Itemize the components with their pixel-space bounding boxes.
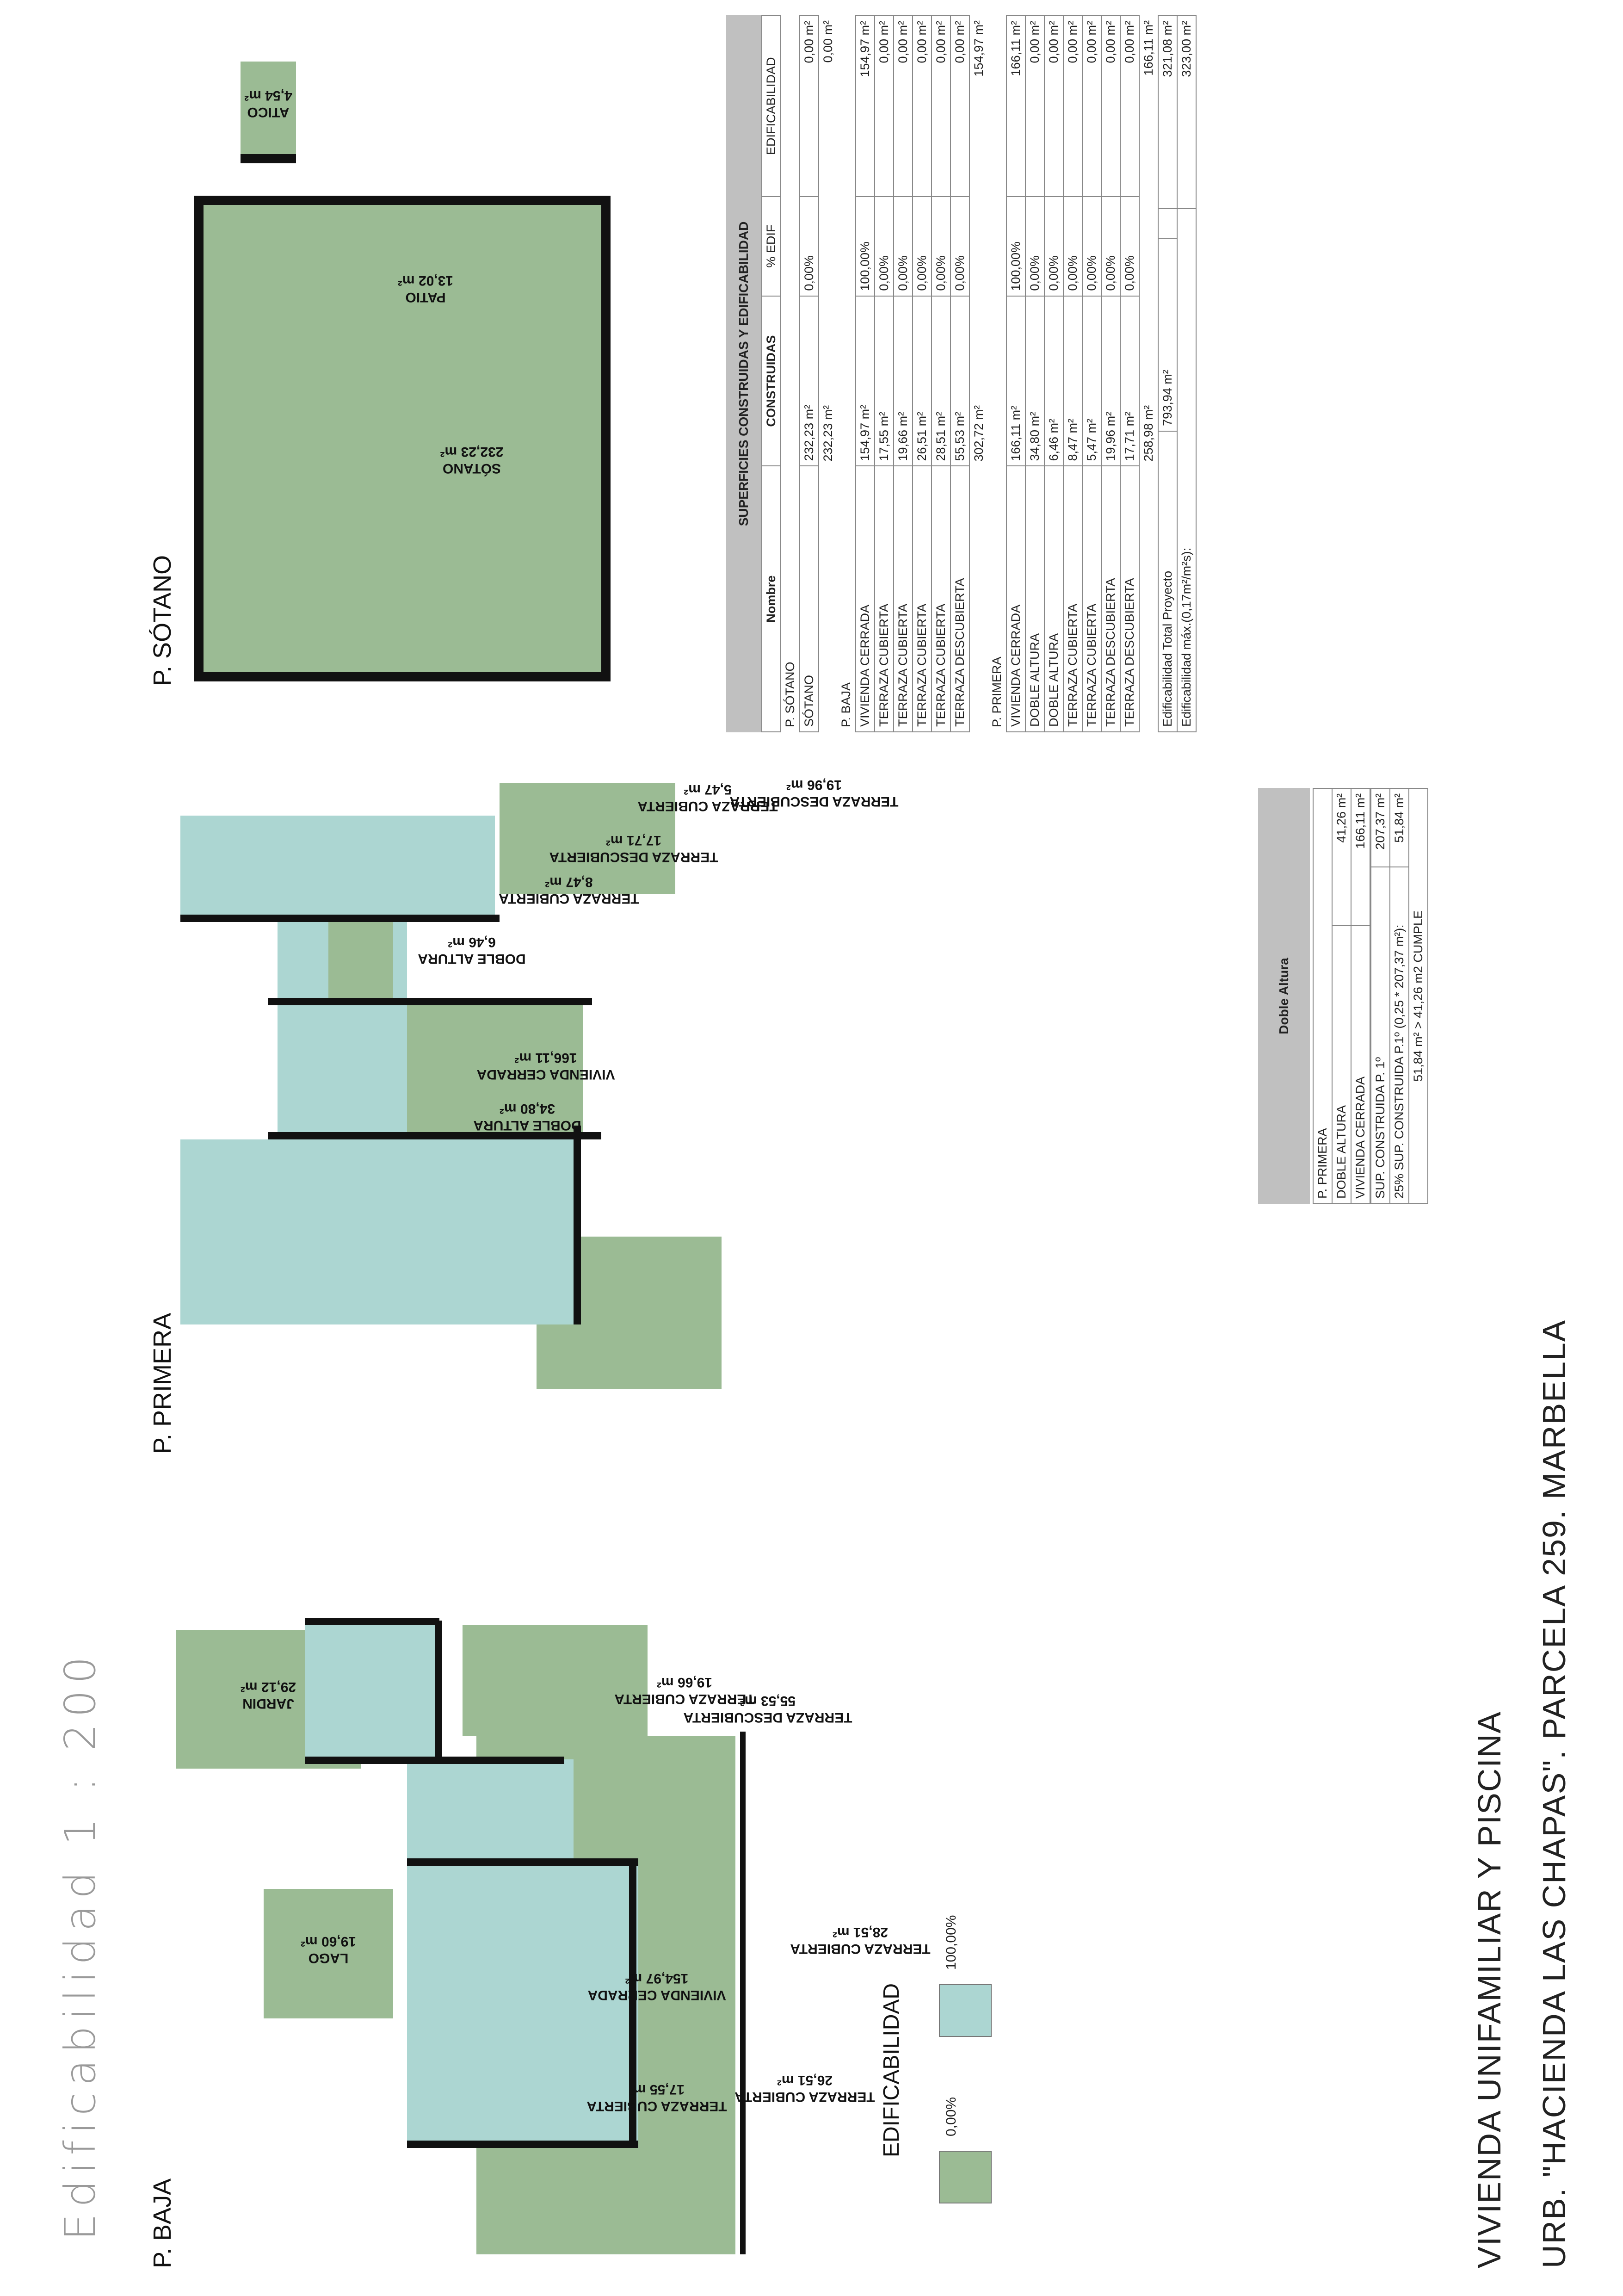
total-label: Edificabilidad Total Proyecto xyxy=(1158,431,1177,732)
room-label-terraza-17: TERRAZA DESCUBIERTA17,71 m² xyxy=(549,833,718,865)
vivienda-core-area xyxy=(407,1759,574,1861)
table-cell: 154,97 m² xyxy=(856,16,875,197)
table-cell: 0,00% xyxy=(1120,197,1139,296)
table-cell: DOBLE ALTURA xyxy=(1025,466,1044,732)
wall xyxy=(194,196,611,205)
doble-altura-table xyxy=(1258,788,1428,1204)
room-label-terraza-19: TERRAZA DESCUBIERTA19,96 m² xyxy=(729,777,899,809)
table-cell: 0,00% xyxy=(800,197,819,296)
table-cell: TERRAZA DESCUBIERTA xyxy=(1101,466,1120,732)
table-subtotal-row xyxy=(1139,16,1158,732)
wall xyxy=(268,998,592,1005)
vivienda-wing-area xyxy=(180,816,495,917)
subtotal-construidas: 302,72 m² xyxy=(972,405,986,462)
table-cell: TERRAZA CUBIERTA xyxy=(875,466,894,732)
table-row xyxy=(894,16,913,732)
table-subtotal-row xyxy=(819,16,837,732)
subtotal-edificabilidad: 154,97 m² xyxy=(972,20,986,77)
room-label-terraza-17: TERRAZA CUBIERTA17,55 m² xyxy=(586,2082,727,2114)
table-row xyxy=(1063,16,1082,732)
table-cell: 0,00 m² xyxy=(1025,16,1044,197)
table-cell: TERRAZA CUBIERTA xyxy=(932,466,950,732)
room-label-doble-altura-34: DOBLE ALTURA34,80 m² xyxy=(473,1101,581,1133)
table-cell: TERRAZA CUBIERTA xyxy=(894,466,913,732)
table-row xyxy=(875,16,894,732)
wall xyxy=(305,1618,439,1625)
table-cell: 100,00% xyxy=(856,197,875,296)
table-cell: 0,00 m² xyxy=(913,16,932,197)
wall xyxy=(601,196,611,681)
table-cell: 0,00% xyxy=(1063,197,1082,296)
room-label-patio: PATIO13,02 m² xyxy=(397,273,454,305)
table-cell: 166,11 m² xyxy=(1006,16,1025,197)
room-label-terraza-5: TERRAZA CUBIERTA5,47 m² xyxy=(637,782,778,814)
table-row xyxy=(1120,16,1139,732)
table-cell: 0,00 m² xyxy=(1082,16,1101,197)
surfaces-table-title: SUPERFICIES CONSTRUIDAS Y EDIFICABILIDAD xyxy=(726,15,761,732)
pct-construida-label: 25% SUP. CONSTRUIDA P.1º (0,25 * 207,37 m²): xyxy=(1390,867,1409,1204)
table-cell: TERRAZA CUBIERTA xyxy=(1082,466,1101,732)
table-row xyxy=(1025,16,1044,732)
table-cell: TERRAZA CUBIERTA xyxy=(913,466,932,732)
wall xyxy=(407,1858,638,1866)
table-group-name: P. SÓTANO xyxy=(783,662,797,727)
doble-altura-group: P. PRIMERA xyxy=(1313,788,1332,1204)
table-cell: 0,00% xyxy=(875,197,894,296)
total-edificabilidad: 321,08 m² xyxy=(1158,16,1177,209)
col-header-edif-pct: % EDIF xyxy=(762,197,781,296)
table-cell: 0,00 m² xyxy=(1101,16,1120,197)
doble-altura-row-value: 41,26 m² xyxy=(1332,788,1351,926)
table-row xyxy=(950,16,969,732)
table-cell: VIVIENDA CERRADA xyxy=(1006,466,1025,732)
room-label-lago: LAGO19,60 m² xyxy=(300,1934,357,1966)
subtotal-edificabilidad: 166,11 m² xyxy=(1142,20,1155,76)
sup-construida-label: SUP. CONSTRUIDA P. 1º xyxy=(1371,867,1390,1204)
wall xyxy=(180,915,500,922)
cumple-check: 51,84 m² > 41,26 m2 CUMPLE xyxy=(1409,788,1428,1204)
table-row xyxy=(1044,16,1063,732)
max-edif-label: Edificabilidad máx.(0,17m²/m²s): xyxy=(1177,209,1196,732)
room-label-doble-altura-6: DOBLE ALTURA6,46 m² xyxy=(418,934,526,966)
table-cell: 0,00 m² xyxy=(800,16,819,197)
room-label-jardin: JARDIN29,12 m² xyxy=(240,1679,296,1711)
table-cell: 0,00 m² xyxy=(894,16,913,197)
project-line-1: VIVIENDA UNIFAMILIAR Y PISCINA xyxy=(1471,1711,1507,2268)
table-cell: 19,96 m² xyxy=(1101,296,1120,466)
legend-label-100: 100,00% xyxy=(944,1915,959,1970)
table-cell: 8,47 m² xyxy=(1063,296,1082,466)
wall xyxy=(435,1621,442,1759)
table-cell: 0,00% xyxy=(950,197,969,296)
legend-title: EDIFICABILIDAD xyxy=(879,1983,904,2157)
wall xyxy=(194,196,204,681)
plan-label-baja: P. BAJA xyxy=(148,2178,176,2268)
table-cell: 0,00 m² xyxy=(1120,16,1139,197)
wall xyxy=(574,1126,581,1324)
table-group-name: P. BAJA xyxy=(839,682,853,727)
vivienda-cerrada-area xyxy=(180,1139,578,1324)
subtotal-construidas: 232,23 m² xyxy=(821,405,835,462)
plan-label-sotano: P. SÓTANO xyxy=(148,555,176,686)
table-cell: 0,00 m² xyxy=(875,16,894,197)
table-cell: 0,00% xyxy=(1025,197,1044,296)
table-cell: TERRAZA DESCUBIERTA xyxy=(1120,466,1139,732)
wall xyxy=(241,154,296,163)
doble-altura-title: Doble Altura xyxy=(1258,788,1310,1204)
table-cell: 17,71 m² xyxy=(1120,296,1139,466)
table-cell: 55,53 m² xyxy=(950,296,969,466)
doble-altura-row-name: VIVIENDA CERRADA xyxy=(1351,926,1370,1204)
plan-sotano xyxy=(185,34,657,705)
plan-label-primera: P. PRIMERA xyxy=(148,1312,176,1454)
room-label-atico: ATICO4,54 m² xyxy=(244,88,292,120)
room-label-vivienda-p1: VIVIENDA CERRADA166,11 m² xyxy=(476,1050,615,1082)
col-header-edificabilidad: EDIFICABILIDAD xyxy=(762,16,781,197)
terraza-descubierta-area xyxy=(463,1625,648,1736)
room-label-terraza-55: TERRAZA DESCUBIERTA55,53 m² xyxy=(683,1693,852,1725)
table-cell: 0,00 m² xyxy=(1063,16,1082,197)
col-header-construidas: CONSTRUIDAS xyxy=(762,296,781,466)
table-cell: 0,00% xyxy=(1101,197,1120,296)
table-cell: 0,00% xyxy=(894,197,913,296)
wall xyxy=(194,672,611,681)
table-group-row xyxy=(837,16,856,732)
legend-swatch-100 xyxy=(939,1984,992,2037)
table-group-row xyxy=(988,16,1006,732)
table-cell: 100,00% xyxy=(1006,197,1025,296)
doble-altura-row-name: DOBLE ALTURA xyxy=(1332,926,1351,1204)
table-cell: 0,00% xyxy=(932,197,950,296)
wall xyxy=(407,2141,638,2148)
room-label-terraza-8: TERRAZA CUBIERTA8,47 m² xyxy=(499,874,639,906)
table-cell: TERRAZA CUBIERTA xyxy=(1063,466,1082,732)
table-row xyxy=(1101,16,1120,732)
total-construidas: 793,94 m² xyxy=(1158,238,1177,431)
wall xyxy=(740,1732,746,2254)
pct-construida-value: 51,84 m² xyxy=(1390,788,1409,867)
sheet-title: Edificabilidad 1 : 200 xyxy=(56,1650,105,2240)
table-cell: 6,46 m² xyxy=(1044,296,1063,466)
surfaces-table xyxy=(726,15,1197,732)
table-row xyxy=(800,16,819,732)
table-cell: 0,00% xyxy=(1044,197,1063,296)
room-label-terraza-19: TERRAZA CUBIERTA19,66 m² xyxy=(614,1675,755,1707)
table-cell: 26,51 m² xyxy=(913,296,932,466)
plan-primera xyxy=(176,742,899,1463)
table-cell: 232,23 m² xyxy=(800,296,819,466)
table-cell: 0,00% xyxy=(913,197,932,296)
table-cell: VIVIENDA CERRADA xyxy=(856,466,875,732)
room-label-terraza-26: TERRAZA CUBIERTA26,51 m² xyxy=(734,2073,875,2104)
table-cell: 0,00% xyxy=(1082,197,1101,296)
surfaces-table-body xyxy=(781,16,1158,732)
table-cell: TERRAZA DESCUBIERTA xyxy=(950,466,969,732)
table-cell: 19,66 m² xyxy=(894,296,913,466)
table-row xyxy=(932,16,950,732)
room-label-terraza-28: TERRAZA CUBIERTA28,51 m² xyxy=(790,1925,931,1956)
table-cell: 166,11 m² xyxy=(1006,296,1025,466)
table-cell: SÓTANO xyxy=(800,466,819,732)
vivienda-wing-area xyxy=(305,1621,435,1759)
room-label-vivienda: VIVIENDA CERRADA154,97 m² xyxy=(587,1971,726,2003)
table-cell: 5,47 m² xyxy=(1082,296,1101,466)
max-edif-value: 323,00 m² xyxy=(1177,16,1196,209)
table-row xyxy=(913,16,932,732)
table-cell: 0,00 m² xyxy=(1044,16,1063,197)
sup-construida-value: 207,37 m² xyxy=(1371,788,1390,867)
table-row xyxy=(1082,16,1101,732)
table-row xyxy=(856,16,875,732)
table-cell: 0,00 m² xyxy=(932,16,950,197)
subtotal-edificabilidad: 0,00 m² xyxy=(821,20,835,63)
table-group-row xyxy=(781,16,800,732)
table-group-name: P. PRIMERA xyxy=(990,656,1004,727)
table-subtotal-row xyxy=(969,16,988,732)
room-label-sotano: SÓTANO232,23 m² xyxy=(440,444,504,476)
subtotal-construidas: 258,98 m² xyxy=(1142,405,1155,462)
col-header-nombre: Nombre xyxy=(762,466,781,732)
table-cell: 0,00 m² xyxy=(950,16,969,197)
table-cell: 28,51 m² xyxy=(932,296,950,466)
legend-label-0: 0,00% xyxy=(944,2097,959,2136)
doble-altura-row-value: 166,11 m² xyxy=(1351,788,1370,926)
table-row xyxy=(1006,16,1025,732)
doble-altura-small-area xyxy=(328,922,393,1001)
legend-swatch-0 xyxy=(939,2151,992,2203)
table-cell: DOBLE ALTURA xyxy=(1044,466,1063,732)
project-line-2: URB. "HACIENDA LAS CHAPAS". PARCELA 259. MARBELLA xyxy=(1536,1319,1572,2268)
table-cell: 34,80 m² xyxy=(1025,296,1044,466)
table-cell: 154,97 m² xyxy=(856,296,875,466)
table-cell: 17,55 m² xyxy=(875,296,894,466)
